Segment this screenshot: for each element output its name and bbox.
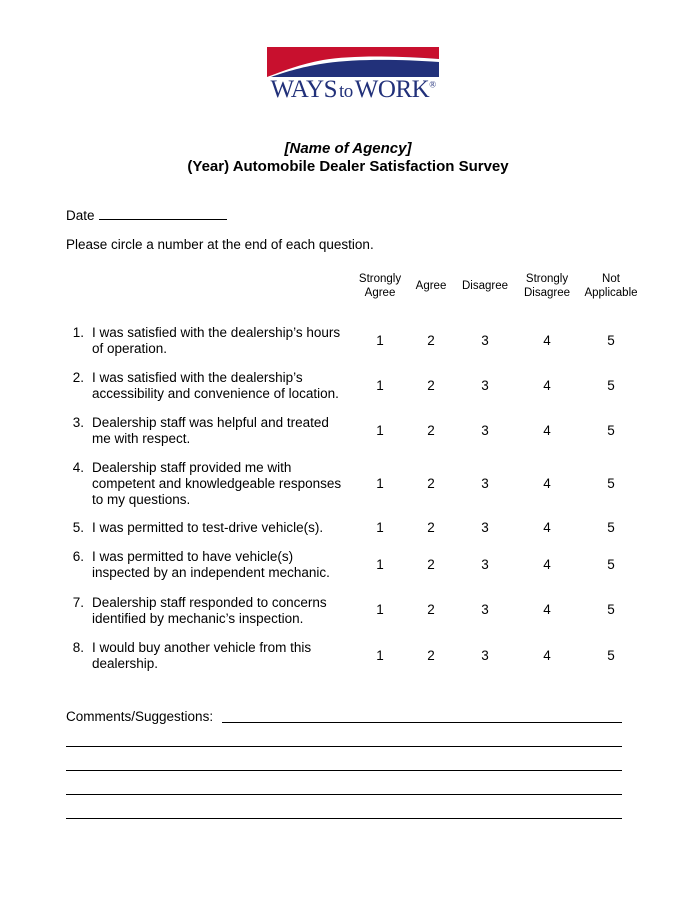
question-text (92, 640, 354, 672)
question-text-line: I was permitted to have vehicle(s) (92, 549, 294, 564)
ways-to-work-logo (267, 47, 439, 105)
question-text (92, 415, 354, 447)
column-header-line: Not (602, 273, 620, 285)
score-strongly-disagree[interactable]: 4 (543, 557, 551, 572)
question-text-line: identified by mechanic’s inspection. (92, 611, 304, 626)
score-disagree[interactable]: 3 (481, 423, 489, 438)
score-not-applicable[interactable]: 5 (607, 378, 615, 393)
question-number: 2. (72, 370, 84, 385)
logo-word-to: to (339, 81, 353, 102)
score-not-applicable[interactable]: 5 (607, 557, 615, 572)
survey-question-row (66, 460, 646, 520)
score-strongly-disagree[interactable]: 4 (543, 333, 551, 348)
score-strongly-disagree[interactable]: 4 (543, 520, 551, 535)
logo-word-work: WORK (354, 76, 430, 103)
comments-line[interactable] (222, 722, 622, 723)
score-agree[interactable]: 2 (427, 476, 435, 491)
score-not-applicable[interactable]: 5 (607, 333, 615, 348)
question-number: 1. (72, 325, 84, 340)
score-agree[interactable]: 2 (427, 648, 435, 663)
score-strongly-disagree[interactable]: 4 (543, 602, 551, 617)
question-text-line: Dealership staff responded to concerns (92, 595, 327, 610)
score-strongly-agree[interactable]: 1 (376, 423, 384, 438)
question-text (92, 370, 354, 402)
instructions-text: Please circle a number at the end of each question. (66, 237, 374, 252)
score-agree[interactable]: 2 (427, 602, 435, 617)
score-strongly-agree[interactable]: 1 (376, 602, 384, 617)
score-strongly-agree[interactable]: 1 (376, 557, 384, 572)
comments-label: Comments/Suggestions: (66, 709, 214, 724)
score-agree[interactable]: 2 (427, 333, 435, 348)
score-not-applicable[interactable]: 5 (607, 520, 615, 535)
score-strongly-agree[interactable]: 1 (376, 476, 384, 491)
column-header-line: Agree (364, 287, 396, 299)
score-disagree[interactable]: 3 (481, 557, 489, 572)
column-header-line: Disagree (523, 287, 571, 299)
score-strongly-disagree[interactable]: 4 (543, 423, 551, 438)
score-not-applicable[interactable]: 5 (607, 648, 615, 663)
column-header-line: Strongly (525, 273, 569, 285)
comments-line[interactable] (66, 746, 622, 747)
score-agree[interactable]: 2 (427, 378, 435, 393)
logo-swoosh-graphic (267, 47, 439, 79)
question-text-line: to my questions. (92, 492, 191, 507)
logo-registered-mark: ® (429, 79, 436, 90)
score-strongly-disagree[interactable]: 4 (543, 648, 551, 663)
question-number: 8. (72, 640, 84, 655)
question-text-line: I was satisfied with the dealership’s hours (92, 325, 341, 340)
comments-line[interactable] (66, 770, 622, 771)
question-text-line: accessibility and convenience of location. (92, 386, 339, 401)
score-agree[interactable]: 2 (427, 520, 435, 535)
score-disagree[interactable]: 3 (481, 333, 489, 348)
question-text (92, 520, 354, 536)
comments-line[interactable] (66, 818, 622, 819)
question-number: 7. (72, 595, 84, 610)
date-field[interactable] (99, 206, 227, 220)
logo-word-ways: WAYS (270, 76, 338, 103)
column-header-line: Applicable (584, 287, 638, 299)
question-text-line: competent and knowledgeable responses (92, 476, 342, 491)
score-strongly-agree[interactable]: 1 (376, 378, 384, 393)
date-row (66, 206, 227, 223)
score-not-applicable[interactable]: 5 (607, 423, 615, 438)
score-disagree[interactable]: 3 (481, 602, 489, 617)
score-disagree[interactable]: 3 (481, 378, 489, 393)
question-text-line: I was satisfied with the dealership’s (92, 370, 303, 385)
question-text-line: I would buy another vehicle from this (92, 640, 312, 655)
score-disagree[interactable]: 3 (481, 648, 489, 663)
score-not-applicable[interactable]: 5 (607, 476, 615, 491)
question-text (92, 460, 354, 508)
comments-line[interactable] (66, 794, 622, 795)
column-header-not-applicable (571, 272, 651, 300)
score-strongly-agree[interactable]: 1 (376, 520, 384, 535)
question-text-line: I was permitted to test-drive vehicle(s). (92, 520, 324, 535)
date-label: Date (66, 208, 95, 223)
score-strongly-agree[interactable]: 1 (376, 648, 384, 663)
score-not-applicable[interactable]: 5 (607, 602, 615, 617)
agency-name: [Name of Agency] (284, 140, 412, 157)
question-text (92, 325, 354, 357)
question-text-line: me with respect. (92, 431, 191, 446)
question-number: 3. (72, 415, 84, 430)
survey-question-row (66, 640, 646, 700)
question-text (92, 549, 354, 581)
score-disagree[interactable]: 3 (481, 520, 489, 535)
question-number: 5. (72, 520, 84, 535)
question-text (92, 595, 354, 627)
score-strongly-agree[interactable]: 1 (376, 333, 384, 348)
score-agree[interactable]: 2 (427, 423, 435, 438)
score-agree[interactable]: 2 (427, 557, 435, 572)
question-number: 6. (72, 549, 84, 564)
column-header-line: Strongly (358, 273, 402, 285)
question-text-line: of operation. (92, 341, 168, 356)
column-header-line: Agree (415, 280, 447, 292)
score-strongly-disagree[interactable]: 4 (543, 476, 551, 491)
survey-title: (Year) Automobile Dealer Satisfaction Survey (187, 158, 509, 175)
score-disagree[interactable]: 3 (481, 476, 489, 491)
question-number: 4. (72, 460, 84, 475)
question-text-line: Dealership staff provided me with (92, 460, 292, 475)
question-text-line: Dealership staff was helpful and treated (92, 415, 329, 430)
logo-wordmark (267, 76, 439, 104)
score-strongly-disagree[interactable]: 4 (543, 378, 551, 393)
question-text-line: inspected by an independent mechanic. (92, 565, 330, 580)
column-header-line: Disagree (461, 280, 509, 292)
question-text-line: dealership. (92, 656, 159, 671)
